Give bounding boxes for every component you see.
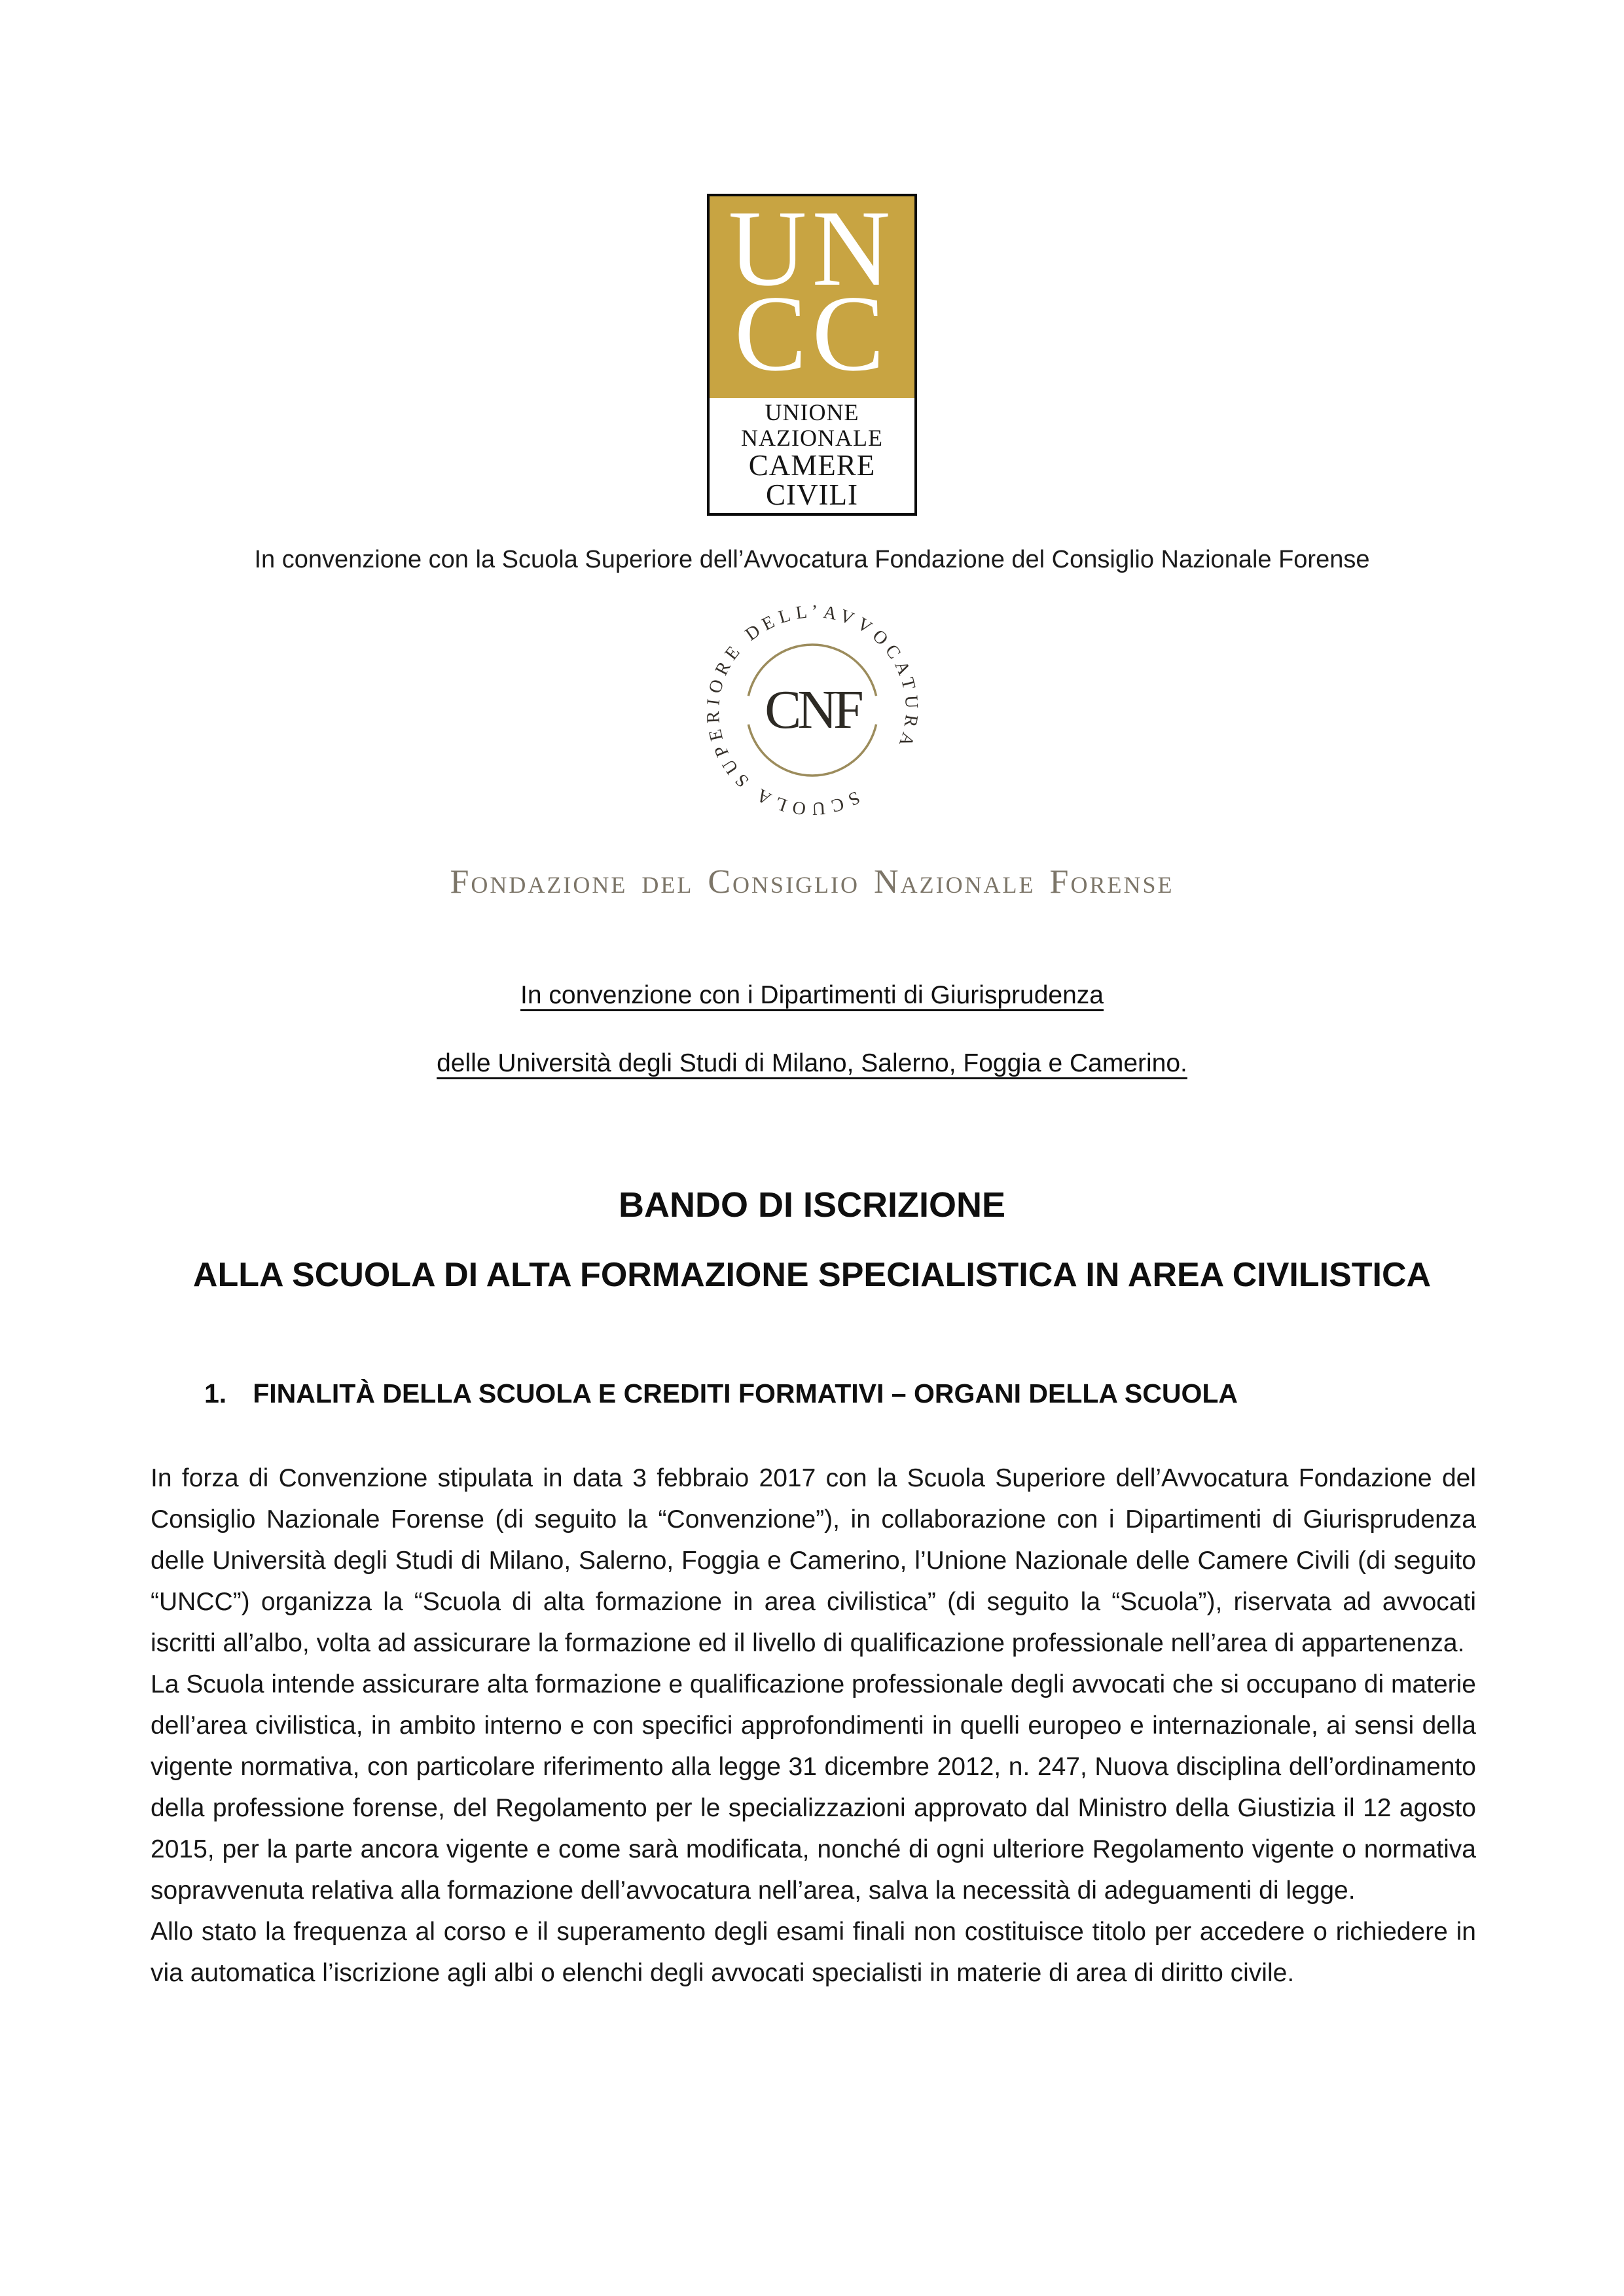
uncc-logo-letters-un: UN: [728, 196, 896, 308]
uncc-logo-caption: [710, 398, 914, 513]
dipartimenti-line1: In convenzione con i Dipartimenti di Giurisprudenza: [520, 980, 1104, 1009]
uncc-logo-gold-field: [710, 196, 914, 398]
section1-body: [151, 1458, 1476, 1994]
seal-circular-text: SCUOLA SUPERIORE DELL’AVVOCATURA: [702, 601, 922, 819]
uncc-logo-letters-cc: CC: [734, 273, 890, 394]
section1-number: 1.: [204, 1378, 227, 1408]
paragraph-3: Allo stato la frequenza al corso e il superamento degli esami finali non costituisce titolo per accedere o richiedere in via automatica l’iscrizione agli albi o elenchi degli avvocati specialisti in materie di area di diritto civile.: [151, 1917, 1476, 1987]
cnf-seal-section: [0, 599, 1624, 825]
section1-heading-text: FINALITÀ DELLA SCUOLA E CREDITI FORMATIVI – ORGANI DELLA SCUOLA: [253, 1378, 1238, 1408]
uncc-logo-caption-line1: UNIONE NAZIONALE: [741, 399, 883, 451]
paragraph-1: In forza di Convenzione stipulata in data 3 febbraio 2017 con la Scuola Superiore dell’Avvocatura Fondazione del Consiglio Nazionale Forense (di seguito la “Convenzione”), in collaborazione con i Dipartimenti di Giurisprudenza delle Università degli Studi di Milano, Salerno, Foggia e Camerino, l’Unione Nazionale delle Camere Civili (di seguito “UNCC”) organizza la “Scuola di alta formazione in area civilistica” (di seguito la “Scuola”), riservata ad avvocati iscritti all’albo, volta ad assicurare la formazione ed il livello di qualificazione professionale nell’area di appartenenza.: [151, 1463, 1476, 1657]
logo-section: [0, 0, 1624, 516]
cnf-seal-icon: [701, 599, 924, 821]
uncc-logo-caption-line2: CAMERE CIVILI: [748, 448, 876, 511]
uncc-logo: [707, 194, 917, 516]
section1-heading: [204, 1378, 1476, 1409]
convenzione-line: In convenzione con la Scuola Superiore dell’Avvocatura Fondazione del Consiglio Nazionale Forense: [254, 545, 1370, 573]
paragraph-2: La Scuola intende assicurare alta formazione e qualificazione professionale degli avvocati che si occupano di materie dell’area civilistica, in ambito interno e con specifici approfondimenti in quelli europeo e internazionale, ai sensi della vigente normativa, con particolare riferimento alla legge 31 dicembre 2012, n. 247, Nuova disciplina dell’ordinamento della professione forense, del Regolamento per le specializzazioni approvato dal Ministro della Giustizia il 12 agosto 2015, per la parte ancora vigente e come sarà modificata, nonché di ogni ulteriore Regolamento vigente o normativa sopravvenuta relativa alla formazione dell’avvocatura nell’area, salva la necessità di adeguamenti di legge.: [151, 1670, 1476, 1905]
dipartimenti-line2: delle Università degli Studi di Milano, Salerno, Foggia e Camerino.: [437, 1049, 1187, 1077]
seal-cnf-monogram: CNF: [764, 679, 860, 740]
document-title-line1: BANDO DI ISCRIZIONE: [618, 1185, 1006, 1225]
document-title-line2: ALLA SCUOLA DI ALTA FORMAZIONE SPECIALISTICA IN AREA CIVILISTICA: [192, 1255, 1432, 1294]
fondazione-line: Fondazione del Consiglio Nazionale Forense: [450, 863, 1174, 901]
